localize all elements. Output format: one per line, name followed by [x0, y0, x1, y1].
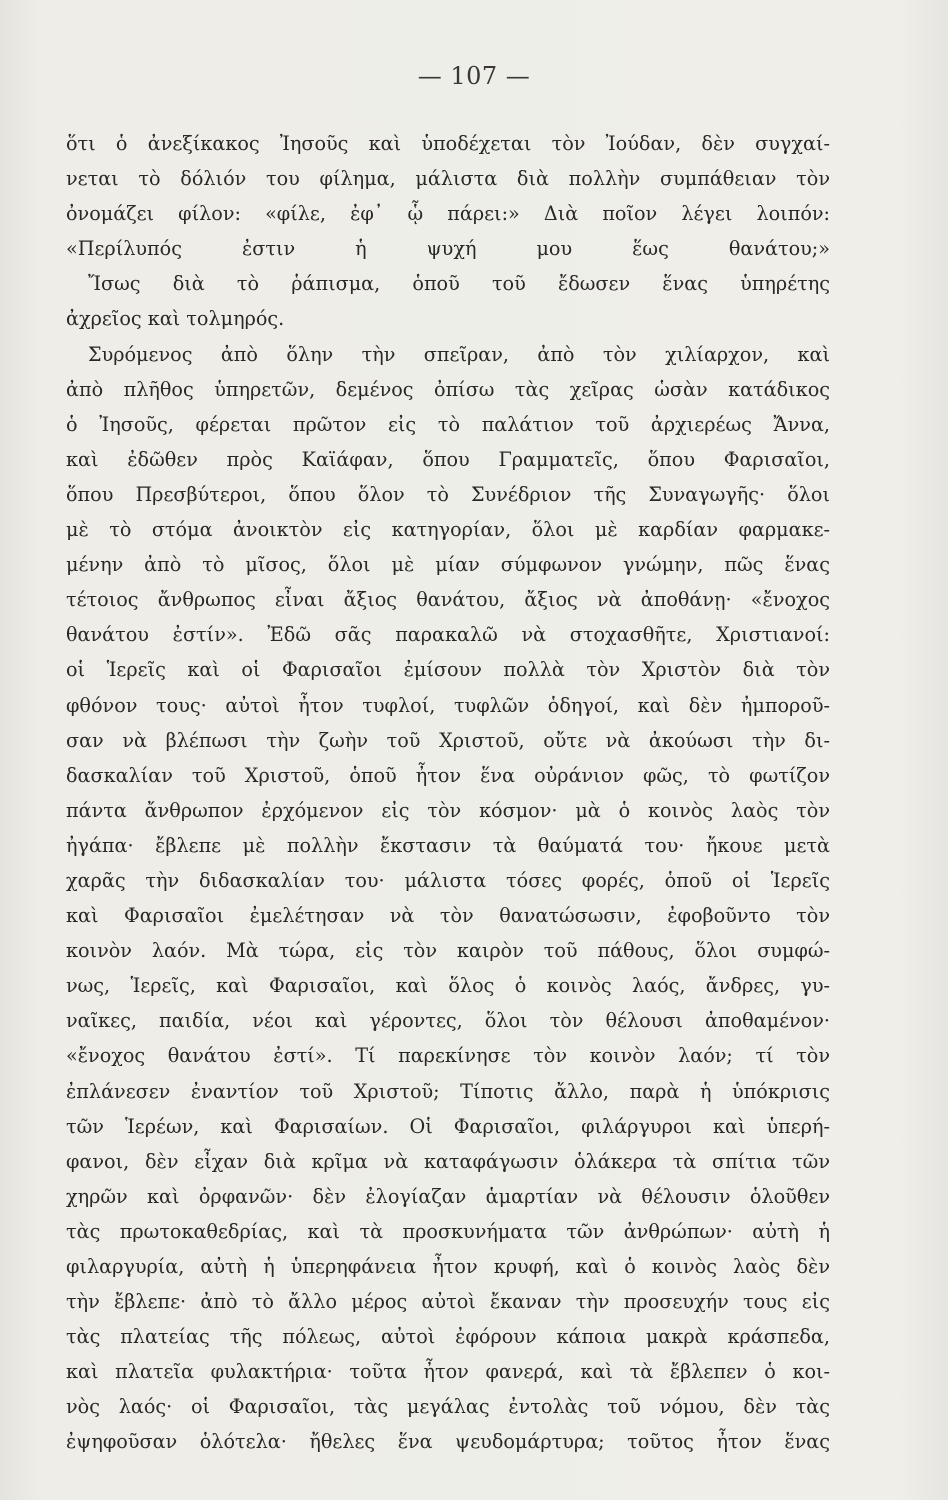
text-line: «ἔνοχος θανάτου ἐστί». Τί παρεκίνησε τὸν κοινὸν λαόν; τί τὸν	[66, 1044, 830, 1068]
body-text	[66, 126, 830, 1460]
text-line: ἐπλάνεσεν ἐναντίον τοῦ Χριστοῦ; Τίποτις ἄλλο, παρὰ ἡ ὑπόκρισις	[66, 1079, 830, 1103]
text-line: μὲ τὸ στόμα ἀνοικτὸν εἰς κατηγορίαν, ὅλοι μὲ καρδίαν φαρμακε-	[66, 518, 830, 542]
text-line: πάντα ἄνθρωπον ἐρχόμενον εἰς τὸν κόσμον· μὰ ὁ κοινὸς λαὸς τὸν	[66, 798, 830, 822]
text-line: χηρῶν καὶ ὀρφανῶν· δὲν ἐλογίαζαν ἁμαρτίαν νὰ θέλουσιν ὁλοῦθεν	[66, 1184, 830, 1208]
text-line: ἐψηφοῦσαν ὁλότελα· ἤθελες ἕνα ψευδομάρτυρα; τοῦτος ἦτον ἕνας	[66, 1430, 830, 1454]
text-line: καὶ πλατεῖα φυλακτήρια· τοῦτα ἦτον φανερά, καὶ τὰ ἔβλεπεν ὁ κοι-	[66, 1360, 830, 1384]
text-line: φανοι, δὲν εἶχαν διὰ κρῖμα νὰ καταφάγωσιν ὁλάκερα τὰ σπίτια τῶν	[66, 1149, 830, 1173]
text-line: νεται τὸ δόλιόν του φίλημα, μάλιστα διὰ πολλὴν συμπάθειαν τὸν	[66, 167, 830, 191]
text-line: φθόνον τους· αὐτοὶ ἦτον τυφλοί, τυφλῶν ὁδηγοί, καὶ δὲν ἠμποροῦ-	[66, 693, 830, 717]
text-line: κοινὸν λαόν. Μὰ τώρα, εἰς τὸν καιρὸν τοῦ πάθους, ὅλοι συμφώ-	[66, 939, 830, 963]
text-line: καὶ ἐδῶθεν πρὸς Καϊάφαν, ὅπου Γραμματεῖς, ὅπου Φαρισαῖοι,	[66, 447, 830, 471]
text-line: μένην ἀπὸ τὸ μῖσος, ὅλοι μὲ μίαν σύμφωνον γνώμην, πῶς ἕνας	[66, 553, 830, 577]
text-line: χαρᾶς τὴν διδασκαλίαν του· μάλιστα τόσες φορές, ὁποῦ οἱ Ἱερεῖς	[66, 868, 830, 892]
text-line: ἀχρεῖος καὶ τολμηρός.	[66, 307, 285, 331]
text-line: θανάτου ἐστίν». Ἐδῶ σᾶς παρακαλῶ νὰ στοχασθῆτε, Χριστιανοί:	[66, 623, 830, 647]
text-line: ὁ Ἰησοῦς, φέρεται πρῶτον εἰς τὸ παλάτιον τοῦ ἀρχιερέως Ἄννα,	[66, 412, 830, 436]
text-line: τῶν Ἱερέων, καὶ Φαρισαίων. Οἱ Φαρισαῖοι, φιλάργυροι καὶ ὑπερή-	[66, 1114, 830, 1138]
text-line: Ἴσως διὰ τὸ ῥάπισμα, ὁποῦ τοῦ ἔδωσεν ἕνας ὑπηρέτης	[88, 272, 830, 296]
text-line: δασκαλίαν τοῦ Χριστοῦ, ὁποῦ ἦτον ἕνα οὐράνιον φῶς, τὸ φωτίζον	[66, 763, 830, 787]
text-line: τὰς πρωτοκαθεδρίας, καὶ τὰ προσκυνήματα τῶν ἀνθρώπων· αὐτὴ ἡ	[66, 1219, 830, 1243]
text-line: τὰς πλατείας τῆς πόλεως, αὐτοὶ ἐφόρουν κάποια μακρὰ κράσπεδα,	[66, 1325, 830, 1349]
text-line: νως, Ἱερεῖς, καὶ Φαρισαῖοι, καὶ ὅλος ὁ κοινὸς λαός, ἄνδρες, γυ-	[66, 974, 830, 998]
text-line: ἀπὸ πλῆθος ὑπηρετῶν, δεμένος ὀπίσω τὰς χεῖρας ὡσὰν κατάδικος	[66, 377, 830, 401]
text-line: τέτοιος ἄνθρωπος εἶναι ἄξιος θανάτου, ἄξιος νὰ ἀποθάνῃ· «ἔνοχος	[66, 588, 830, 612]
text-line: ὀνομάζει φίλον: «φίλε, ἐφ᾽ ᾧ πάρει:» Διὰ ποῖον λέγει λοιπόν:	[66, 202, 830, 226]
text-line: Συρόμενος ἀπὸ ὅλην τὴν σπεῖραν, ἀπὸ τὸν χιλίαρχον, καὶ	[88, 342, 830, 366]
page-number: — 107 —	[417, 62, 531, 90]
text-line: ὅτι ὁ ἀνεξίκακος Ἰησοῦς καὶ ὑποδέχεται τὸν Ἰούδαν, δὲν συγχαί-	[66, 132, 830, 155]
text-line: σαν νὰ βλέπωσι τὴν ζωὴν τοῦ Χριστοῦ, οὔτε νὰ ἀκούωσι τὴν δι-	[66, 728, 830, 752]
text-line: οἱ Ἱερεῖς καὶ οἱ Φαρισαῖοι ἐμίσουν πολλὰ τὸν Χριστὸν διὰ τὸν	[66, 658, 830, 682]
text-line: «Περίλυπός ἐστιν ἡ ψυχή μου ἕως θανάτου;»	[66, 237, 830, 261]
text-line: καὶ Φαρισαῖοι ἐμελέτησαν νὰ τὸν θανατώσωσιν, ἐφοβοῦντο τὸν	[66, 904, 830, 928]
text-line: φιλαργυρία, αὐτὴ ἡ ὑπερηφάνεια ἦτον κρυφή, καὶ ὁ κοινὸς λαὸς δὲν	[66, 1255, 830, 1278]
text-line: τὴν ἔβλεπε· ἀπὸ τὸ ἄλλο μέρος αὐτοὶ ἔκαναν τὴν προσευχήν τους εἰς	[66, 1290, 830, 1314]
text-line: ὅπου Πρεσβύτεροι, ὅπου ὅλον τὸ Συνέδριον τῆς Συναγωγῆς· ὅλοι	[66, 482, 830, 506]
text-line: νὸς λαός· οἱ Φαρισαῖοι, τὰς μεγάλας ἐντολὰς τοῦ νόμου, δὲν τὰς	[66, 1395, 830, 1419]
text-line: ναῖκες, παιδία, νέοι καὶ γέροντες, ὅλοι τὸν θέλουσι ἀποθαμένον·	[66, 1009, 830, 1033]
text-line: ἠγάπα· ἔβλεπε μὲ πολλὴν ἔκστασιν τὰ θαύματά του· ἤκουε μετὰ	[66, 833, 830, 857]
